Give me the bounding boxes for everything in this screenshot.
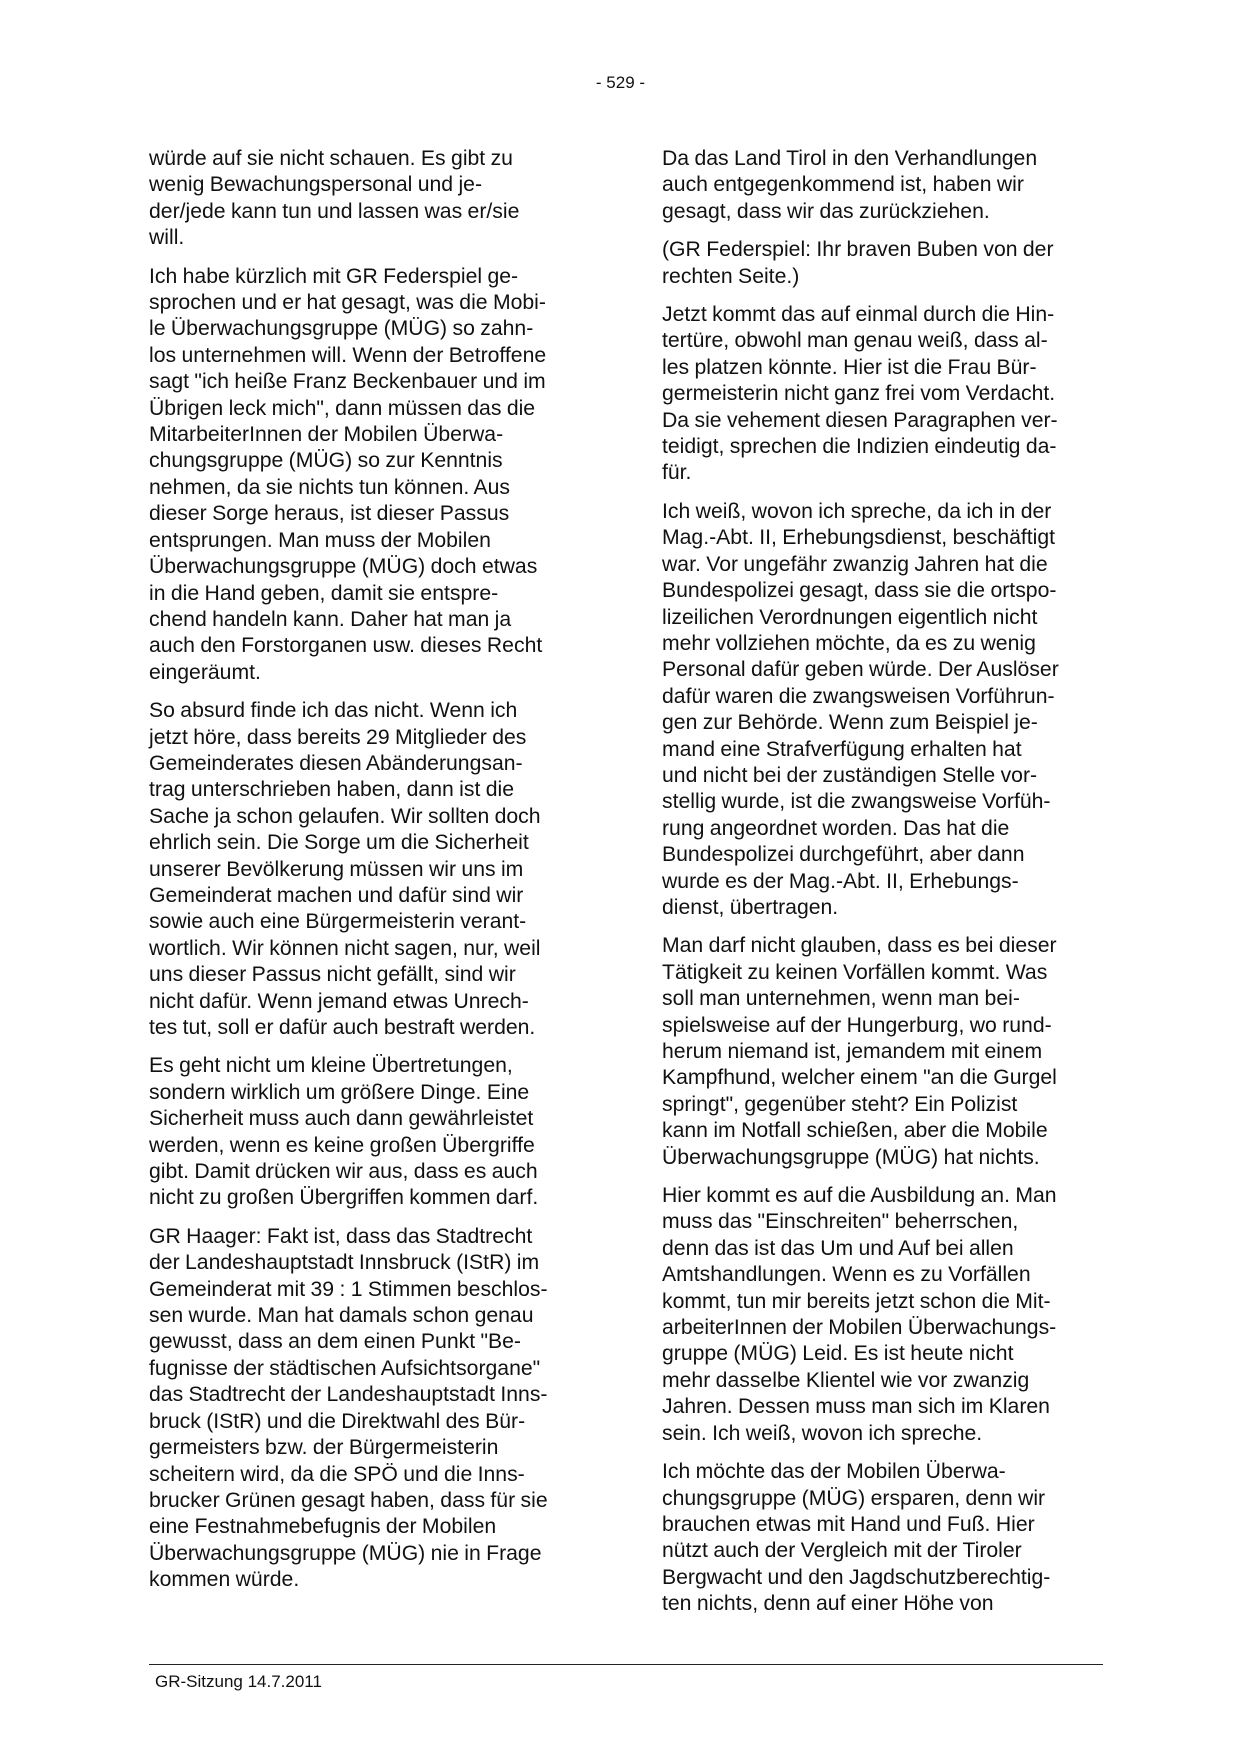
- text-line: Man darf nicht glauben, dass es bei dieser: [662, 934, 1057, 958]
- text-line: teidigt, sprechen die Indizien eindeutig da-: [662, 435, 1057, 459]
- text-line: das Stadtrecht der Landeshauptstadt Inns-: [149, 1383, 548, 1407]
- text-line: soll man unternehmen, wenn man bei-: [662, 987, 1020, 1011]
- text-line: sprochen und er hat gesagt, was die Mobi-: [149, 291, 546, 315]
- text-line: rung angeordnet worden. Das hat die: [662, 816, 1010, 840]
- text-line: denn das ist das Um und Auf bei allen: [662, 1236, 1014, 1260]
- text-line: arbeiterInnen der Mobilen Überwachungs-: [662, 1316, 1057, 1340]
- text-line: mand eine Strafverfügung erhalten hat: [662, 737, 1022, 761]
- text-line: Kampfhund, welcher einem "an die Gurgel: [662, 1066, 1057, 1090]
- text-line: ehrlich sein. Die Sorge um die Sicherheit: [149, 831, 529, 855]
- text-line: sowie auch eine Bürgermeisterin verant-: [149, 910, 527, 934]
- text-line: germeisterin nicht ganz frei vom Verdacht.: [662, 382, 1056, 406]
- paragraph: [662, 146, 1098, 225]
- text-line: sen wurde. Man hat damals schon genau: [149, 1304, 534, 1328]
- text-line: bruck (IStR) und die Direktwahl des Bür-: [149, 1409, 526, 1433]
- text-line: jetzt höre, dass bereits 29 Mitglieder des: [149, 725, 527, 749]
- text-line: der Landeshauptstadt Innsbruck (IStR) im: [149, 1251, 540, 1275]
- text-line: herum niemand ist, jemandem mit einem: [662, 1040, 1043, 1063]
- text-line: gewusst, dass an dem einen Punkt "Be-: [149, 1330, 521, 1354]
- text-line: sein. Ich weiß, wovon ich spreche.: [662, 1421, 983, 1445]
- text-line: der/jede kann tun und lassen was er/sie: [149, 199, 520, 223]
- text-line: in die Hand geben, damit sie entspre-: [149, 581, 499, 605]
- text-line: gen zur Behörde. Wenn zum Beispiel je-: [662, 711, 1038, 735]
- text-line: nehmen, da sie nichts tun können. Aus: [149, 475, 510, 499]
- text-line: dieser Sorge heraus, ist dieser Passus: [149, 502, 510, 526]
- text-line: mehr dasselbe Klientel wie vor zwanzig: [662, 1368, 1030, 1392]
- text-line: dienst, übertragen.: [662, 895, 839, 919]
- text-line: brauchen etwas mit Hand und Fuß. Hier: [662, 1512, 1035, 1536]
- text-line: scheitern wird, da die SPÖ und die Inns-: [149, 1462, 525, 1486]
- text-line: wenig Bewachungspersonal und je-: [149, 173, 483, 197]
- paragraph: [662, 302, 1098, 487]
- text-line: spielsweise auf der Hungerburg, wo rund-: [662, 1013, 1052, 1037]
- text-line: Es geht nicht um kleine Übertretungen,: [149, 1054, 513, 1078]
- paragraph: [662, 1459, 1098, 1617]
- text-line: los unternehmen will. Wenn der Betroffene: [149, 343, 547, 367]
- text-line: Sache ja schon gelaufen. Wir sollten doch: [149, 804, 541, 828]
- text-line: So absurd finde ich das nicht. Wenn ich: [149, 699, 518, 723]
- text-line: Jahren. Dessen muss man sich im Klaren: [662, 1395, 1050, 1419]
- text-line: wurde es der Mag.-Abt. II, Erhebungs-: [662, 869, 1019, 893]
- text-line: wortlich. Wir können nicht sagen, nur, weil: [149, 936, 541, 960]
- text-line: eine Festnahmebefugnis der Mobilen: [149, 1515, 497, 1539]
- text-line: tes tut, soll er dafür auch bestraft werden.: [149, 1016, 536, 1039]
- text-line: le Überwachungsgruppe (MÜG) so zahn-: [149, 317, 534, 341]
- text-line: nicht zu großen Übergriffen kommen darf.: [149, 1186, 539, 1210]
- text-line: fugnisse der städtischen Aufsichtsorgane": [149, 1356, 541, 1380]
- text-line: GR Haager: Fakt ist, dass das Stadtrecht: [149, 1224, 533, 1248]
- text-line: Überwachungsgruppe (MÜG) nie in Frage: [149, 1541, 542, 1565]
- text-line: Bergwacht und den Jagdschutzberechtig-: [662, 1565, 1051, 1589]
- text-line: werden, wenn es keine großen Übergriffe: [149, 1133, 535, 1157]
- text-line: gibt. Damit drücken wir aus, dass es auch: [149, 1160, 538, 1184]
- text-line: nützt auch der Vergleich mit der Tiroler: [662, 1539, 1022, 1563]
- text-line: auch den Forstorganen usw. dieses Recht: [149, 634, 543, 658]
- text-line: germeisters bzw. der Bürgermeisterin: [149, 1436, 499, 1460]
- page-number: - 529 -: [595, 73, 646, 92]
- text-line: lizeilichen Verordnungen eigentlich nicht: [662, 605, 1038, 629]
- text-line: gruppe (MÜG) Leid. Es ist heute nicht: [662, 1342, 1014, 1366]
- text-line: chungsgruppe (MÜG) ersparen, denn wir: [662, 1486, 1046, 1510]
- footer-session-date: GR-Sitzung 14.7.2011: [155, 1672, 322, 1691]
- text-line: Tätigkeit zu keinen Vorfällen kommt. Was: [662, 960, 1048, 984]
- text-line: MitarbeiterInnen der Mobilen Überwa-: [149, 423, 504, 447]
- text-line: eingeräumt.: [149, 660, 261, 684]
- text-line: Überwachungsgruppe (MÜG) hat nichts.: [662, 1145, 1040, 1169]
- text-line: und nicht bei der zuständigen Stelle vor-: [662, 763, 1038, 787]
- text-line: Überwachungsgruppe (MÜG) doch etwas: [149, 555, 538, 579]
- text-line: Bundespolizei gesagt, dass sie die ortspo-: [662, 579, 1057, 603]
- paragraph: [149, 1053, 585, 1211]
- text-line: dafür waren die zwangsweisen Vorführun-: [662, 684, 1055, 708]
- text-line: auch entgegenkommend ist, haben wir: [662, 173, 1024, 197]
- text-line: unserer Bevölkerung müssen wir uns im: [149, 857, 524, 881]
- text-line: chungsgruppe (MÜG) so zur Kenntnis: [149, 449, 503, 473]
- paragraph: [662, 499, 1098, 922]
- text-line: rechten Seite.): [662, 264, 800, 288]
- text-line: Da sie vehement diesen Paragraphen ver-: [662, 408, 1058, 432]
- text-line: uns dieser Passus nicht gefällt, sind wir: [149, 963, 516, 987]
- text-line: kommt, tun mir bereits jetzt schon die Mit-: [662, 1289, 1051, 1313]
- text-line: Gemeinderates diesen Abänderungsan-: [149, 751, 523, 775]
- text-line: Ich möchte das der Mobilen Überwa-: [662, 1460, 1006, 1484]
- text-line: Personal dafür geben würde. Der Auslöser: [662, 658, 1059, 682]
- right-text-column: [662, 146, 1098, 1630]
- text-line: würde auf sie nicht schauen. Es gibt zu: [149, 147, 513, 170]
- paragraph: [149, 264, 585, 687]
- text-line: gesagt, dass wir das zurückziehen.: [662, 199, 990, 223]
- text-line: ten nichts, denn auf einer Höhe von: [662, 1592, 994, 1616]
- text-line: kann im Notfall schießen, aber die Mobile: [662, 1119, 1048, 1143]
- text-line: stellig wurde, ist die zwangsweise Vorfüh-: [662, 790, 1051, 814]
- text-line: Amtshandlungen. Wenn es zu Vorfällen: [662, 1263, 1031, 1287]
- paragraph: [662, 237, 1098, 290]
- paragraph: [149, 1224, 585, 1594]
- text-line: mehr vollziehen möchte, da es zu wenig: [662, 631, 1036, 655]
- paragraph: [662, 1183, 1098, 1447]
- text-line: kommen würde.: [149, 1568, 300, 1592]
- text-line: Gemeinderat mit 39 : 1 Stimmen beschlos-: [149, 1277, 548, 1301]
- text-line: les platzen könnte. Hier ist die Frau Bür-: [662, 355, 1037, 379]
- text-line: Übrigen leck mich", dann müssen das die: [149, 396, 536, 420]
- text-line: nicht dafür. Wenn jemand etwas Unrech-: [149, 989, 529, 1013]
- text-line: Bundespolizei durchgeführt, aber dann: [662, 843, 1025, 867]
- text-line: trag unterschrieben haben, dann ist die: [149, 778, 515, 802]
- paragraph: [662, 933, 1098, 1171]
- text-line: (GR Federspiel: Ihr braven Buben von der: [662, 238, 1054, 262]
- text-line: muss das "Einschreiten" beherrschen,: [662, 1210, 1019, 1234]
- left-text-column: [149, 146, 585, 1606]
- text-line: Mag.-Abt. II, Erhebungsdienst, beschäftigt: [662, 526, 1056, 550]
- text-line: tertüre, obwohl man genau weiß, dass al-: [662, 329, 1048, 353]
- text-line: chend handeln kann. Daher hat man ja: [149, 607, 512, 631]
- text-line: für.: [662, 461, 692, 485]
- text-line: Sicherheit muss auch dann gewährleistet: [149, 1107, 534, 1131]
- paragraph: [149, 146, 585, 252]
- text-line: Hier kommt es auf die Ausbildung an. Man: [662, 1184, 1057, 1208]
- footer-divider: [149, 1664, 1103, 1665]
- text-line: will.: [149, 226, 185, 250]
- text-line: Jetzt kommt das auf einmal durch die Hin-: [662, 303, 1055, 327]
- text-line: sondern wirklich um größere Dinge. Eine: [149, 1080, 530, 1104]
- text-line: Gemeinderat machen und dafür sind wir: [149, 883, 524, 907]
- text-line: war. Vor ungefähr zwanzig Jahren hat die: [662, 552, 1048, 576]
- text-line: sagt "ich heiße Franz Beckenbauer und im: [149, 370, 546, 394]
- paragraph: [149, 698, 585, 1041]
- text-line: brucker Grünen gesagt haben, dass für sie: [149, 1488, 548, 1512]
- text-line: entsprungen. Man muss der Mobilen: [149, 528, 491, 552]
- text-line: springt", gegenüber steht? Ein Polizist: [662, 1092, 1018, 1116]
- text-line: Da das Land Tirol in den Verhandlungen: [662, 147, 1038, 170]
- text-line: Ich habe kürzlich mit GR Federspiel ge-: [149, 264, 519, 288]
- text-line: Ich weiß, wovon ich spreche, da ich in der: [662, 499, 1052, 523]
